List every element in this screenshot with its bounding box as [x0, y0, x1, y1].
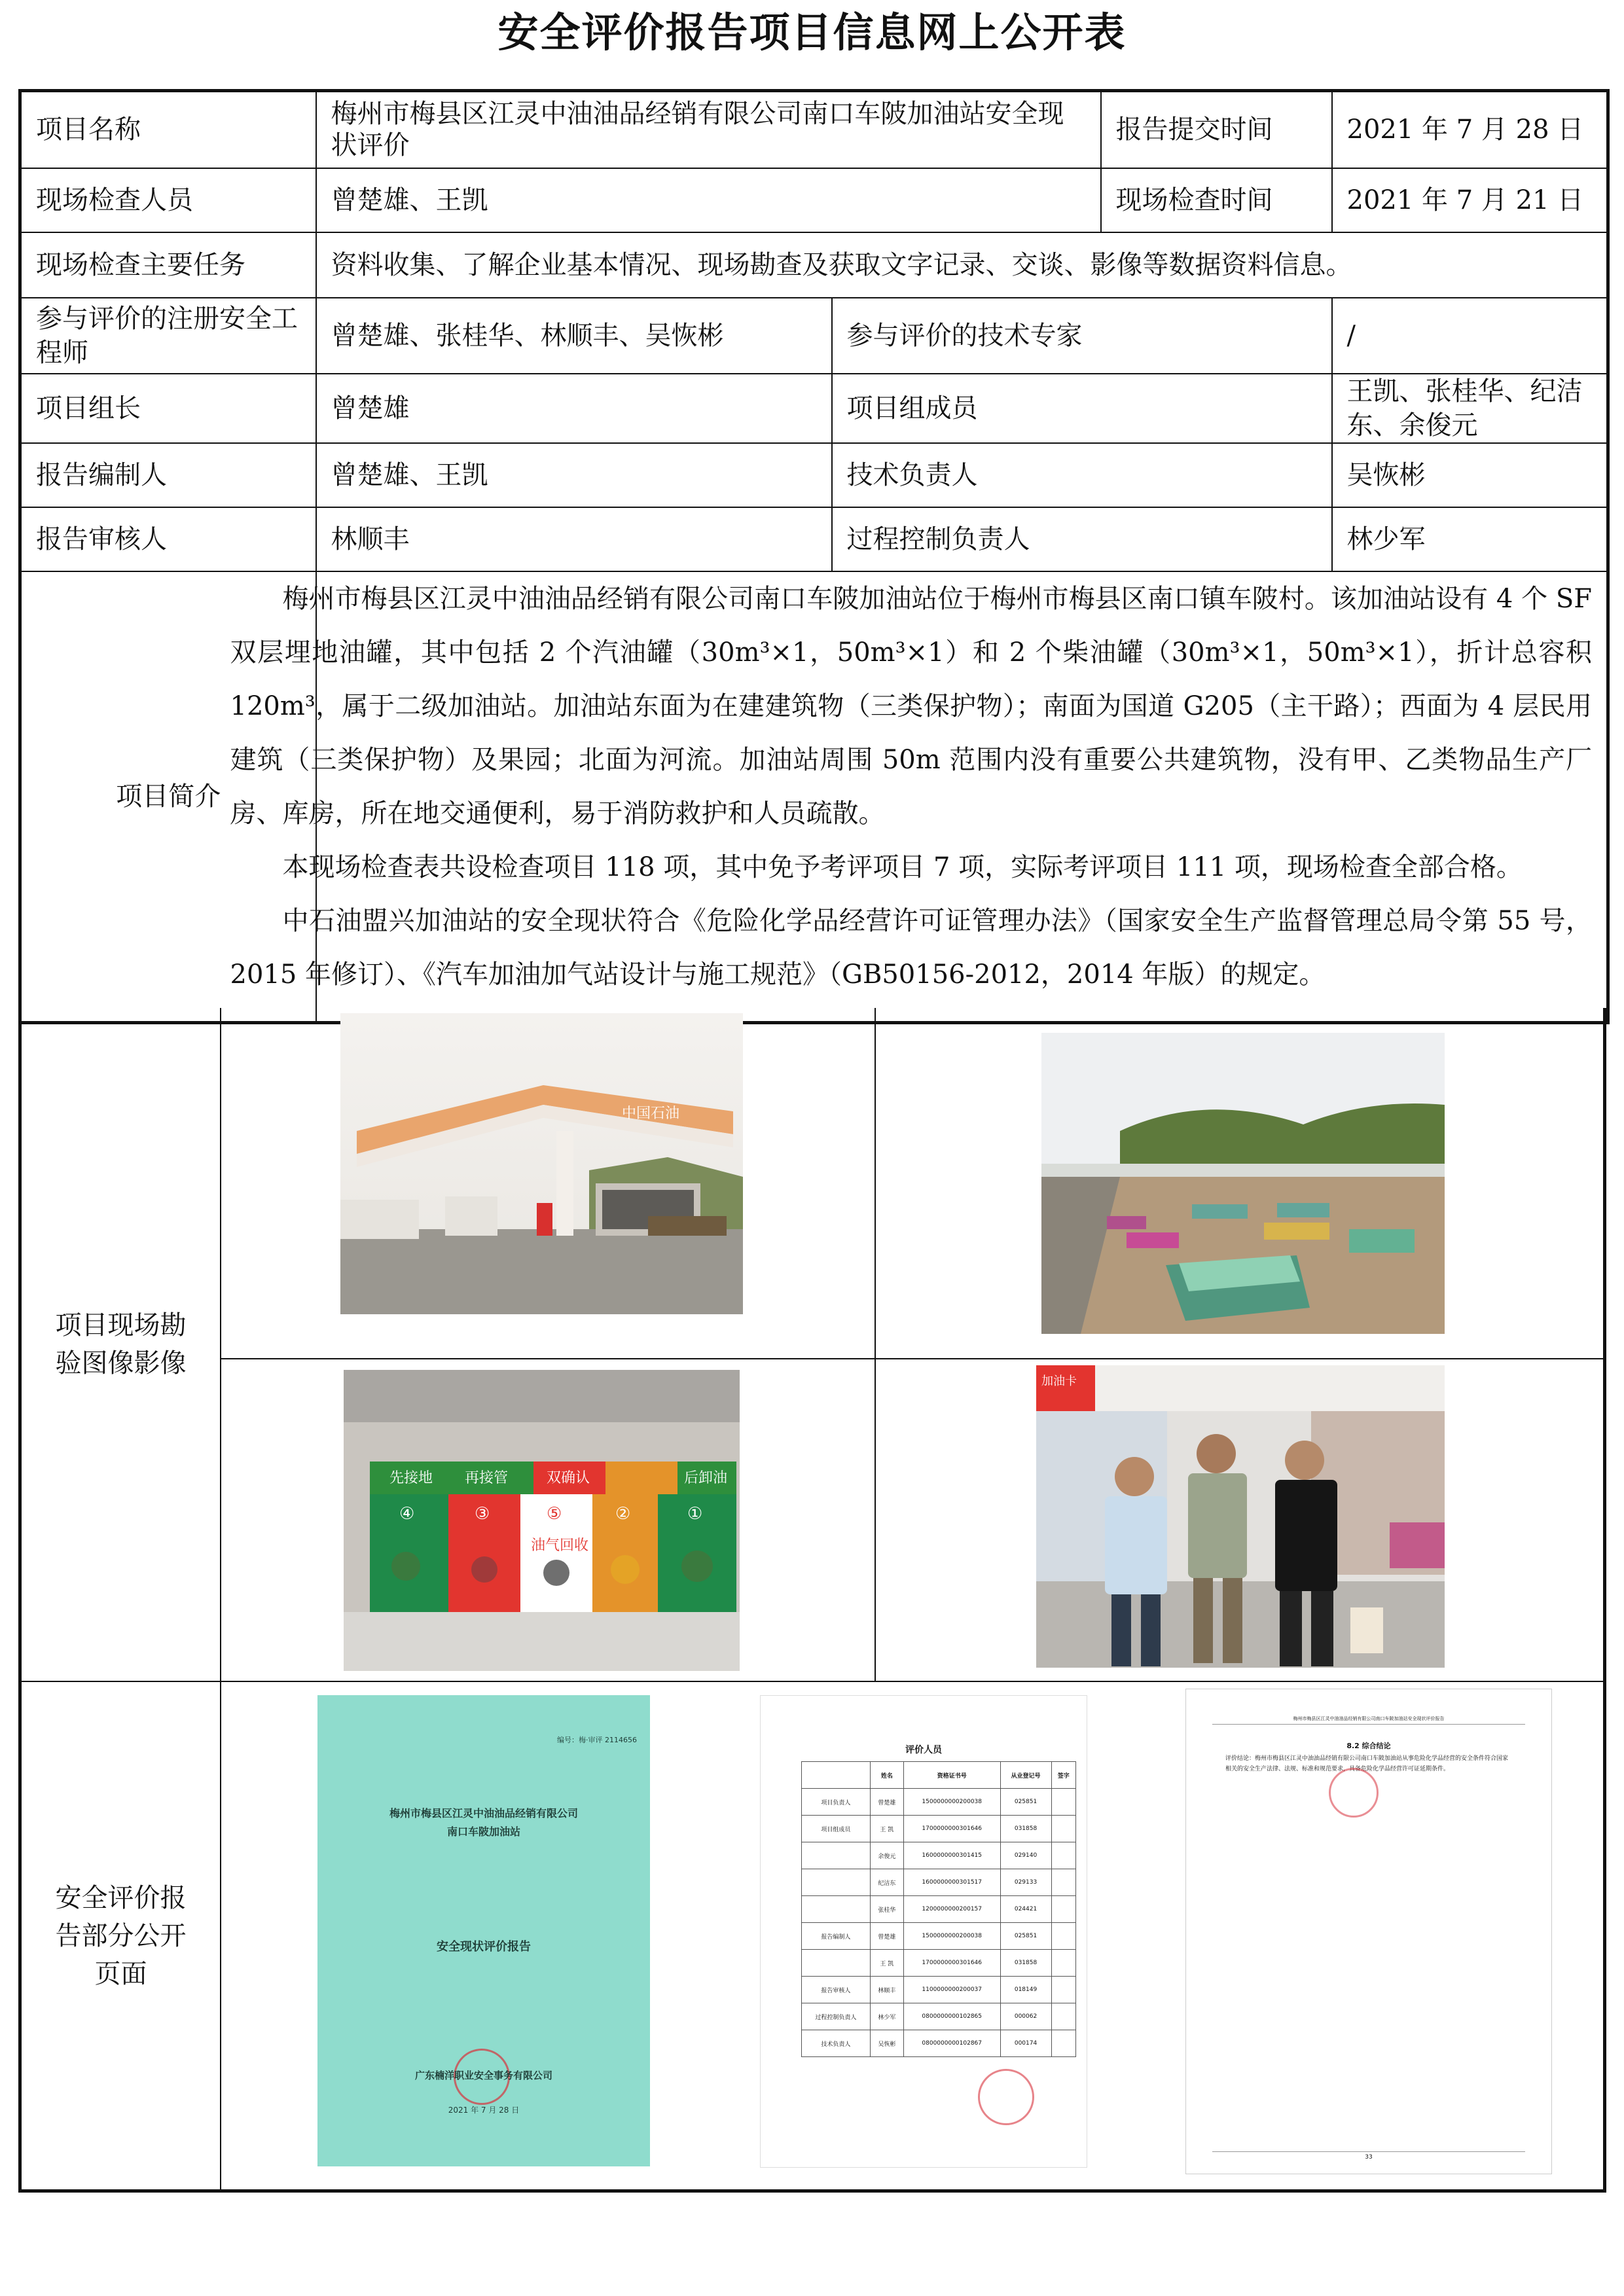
pump-tag-2: ② — [615, 1504, 631, 1524]
staff-cell — [1051, 1789, 1076, 1816]
engineers-label: 参与评价的注册安全工程师 — [20, 298, 316, 374]
photo-pumps — [344, 1370, 740, 1671]
report-cover — [317, 1695, 650, 2166]
info-table — [18, 89, 1610, 1024]
staff-cell: 王 凯 — [870, 1950, 903, 1977]
staff-seal — [978, 2069, 1034, 2125]
staff-cell: 1200000000200157 — [903, 1896, 1000, 1923]
staff-cell — [802, 1896, 871, 1923]
photos-label-cell — [22, 1008, 221, 1681]
staff-cell — [1051, 1923, 1076, 1950]
staff-cell: 029140 — [1000, 1842, 1051, 1869]
staff-header-cell: 签字 — [1051, 1762, 1076, 1789]
staff-cell: 项目组成员 — [802, 1816, 871, 1842]
table-row — [802, 2030, 1076, 2057]
staff-header-cell: 从业登记号 — [1000, 1762, 1051, 1789]
staff-cell — [802, 1869, 871, 1896]
photos-section — [18, 1008, 1606, 1682]
staff-cell — [1051, 2003, 1076, 2030]
photo-office — [1036, 1365, 1445, 1668]
cover-report-title: 安全现状评价报告 — [437, 1940, 531, 1954]
table-row — [802, 1869, 1076, 1896]
table-row — [802, 1896, 1076, 1923]
staff-cell: 王 凯 — [870, 1816, 903, 1842]
process-value: 林少军 — [1332, 507, 1608, 571]
page-title: 安全评价报告项目信息网上公开表 — [497, 9, 1127, 56]
staff-cell: 1600000000301415 — [903, 1842, 1000, 1869]
photos-label-line2: 验图像影像 — [55, 1348, 187, 1378]
pump-banner-4: 后卸油 — [684, 1469, 728, 1486]
staff-header-cell: 资格证书号 — [903, 1762, 1000, 1789]
staff-cell: 林少军 — [870, 2003, 903, 2030]
submit-time-value: 2021 年 7 月 28 日 — [1332, 91, 1608, 168]
pump-banner-2: 再接管 — [465, 1469, 509, 1486]
engineers-value: 曾楚雄、张桂华、林顺丰、吴恢彬 — [316, 298, 832, 374]
concl-page-number: 33 — [1212, 2151, 1525, 2161]
members-label: 项目组成员 — [832, 374, 1332, 443]
intro-label: 项目简介 — [20, 571, 316, 1023]
intro-paragraph-3: 中石油盟兴加油站的安全现状符合《危险化学品经营许可证管理办法》（国家安全生产监督管理总局令第 55 号，2015 年修订）、《汽车加油加气站设计与施工规范》（GB50156-2012，2014 年版）的规定。 — [230, 905, 1593, 990]
staff-cell: 项目负责人 — [802, 1789, 871, 1816]
staff-cell: 029133 — [1000, 1869, 1051, 1896]
table-row — [802, 1977, 1076, 2003]
cover-number: 编号：梅·审评 2114656 — [557, 1736, 637, 1744]
cover-agency: 广东楠洋职业安全事务有限公司 — [414, 2070, 552, 2081]
table-row — [802, 1950, 1076, 1977]
docs-label-cell — [22, 1682, 221, 2189]
docs-section — [18, 1682, 1606, 2193]
report-conclusion-page — [1185, 1689, 1552, 2174]
staff-cell — [1051, 1950, 1076, 1977]
docs-label-line3: 页面 — [94, 1958, 147, 1989]
intro-body — [230, 571, 1608, 1023]
report-staff-page — [760, 1695, 1087, 2168]
staff-cell: 025851 — [1000, 1923, 1051, 1950]
staff-cell — [802, 1950, 871, 1977]
author-value: 曾楚雄、王凯 — [316, 443, 832, 507]
staff-cell: 031858 — [1000, 1950, 1051, 1977]
staff-table — [801, 1761, 1076, 2057]
docs-label-line1: 安全评价报 — [55, 1882, 187, 1913]
inspectors-label: 现场检查人员 — [20, 168, 316, 232]
experts-value: / — [1332, 298, 1608, 374]
staff-cell: 曾楚雄 — [870, 1789, 903, 1816]
process-label: 过程控制负责人 — [832, 507, 1332, 571]
tech-value: 吴恢彬 — [1332, 443, 1608, 507]
intro-paragraph-1: 梅州市梅县区江灵中油油品经销有限公司南口车陂加油站位于梅州市梅县区南口镇车陂村。该加油站设有 4 个 SF 双层埋地油罐，其中包括 2 个汽油罐（30m³×1，50m³×1）和 2 个柴油罐（30m³×1，50m³×1），折计总容积 120m³，属于二级加油站。加油站东面为在建建筑物（三类保护物）；南面为国道 G205（主干路）；西面为 4 层民用建筑（三类保护物）及果园；北面为河流。加油站周围 50m 范围内没有重要公共建筑物，没有甲、乙类物品生产厂房、库房，所在地交通便利，易于消防救护和人员疏散。 — [230, 583, 1593, 829]
staff-cell: 000062 — [1000, 2003, 1051, 2030]
staff-cell: 余俊元 — [870, 1842, 903, 1869]
staff-cell: 018149 — [1000, 1977, 1051, 2003]
pump-tag-1: ① — [687, 1504, 703, 1524]
staff-cell: 0800000000102867 — [903, 2030, 1000, 2057]
docs-label-line2: 告部分公开 — [55, 1920, 187, 1951]
table-row — [802, 1789, 1076, 1816]
staff-cell: 林顺丰 — [870, 1977, 903, 2003]
office-sign-text: 加油卡 — [1041, 1374, 1077, 1388]
staff-cell: 张桂华 — [870, 1896, 903, 1923]
pump-tag-3: ③ — [475, 1504, 490, 1524]
pump-tag-4: ④ — [399, 1504, 415, 1524]
staff-cell: 1700000000301646 — [903, 1950, 1000, 1977]
staff-cell — [1051, 1977, 1076, 2003]
tech-label: 技术负责人 — [832, 443, 1332, 507]
staff-cell — [1051, 1842, 1076, 1869]
staff-cell: 过程控制负责人 — [802, 2003, 871, 2030]
tasks-value: 资料收集、了解企业基本情况、现场勘查及获取文字记录、交谈、影像等数据资料信息。 — [316, 232, 1608, 298]
members-value: 王凯、张桂华、纪洁东、余俊元 — [1332, 374, 1608, 443]
project-name-value: 梅州市梅县区江灵中油油品经销有限公司南口车陂加油站安全现状评价 — [316, 91, 1101, 168]
staff-cell — [1051, 2030, 1076, 2057]
table-row — [802, 1923, 1076, 1950]
pump-banner-3: 双确认 — [547, 1469, 590, 1486]
staff-cell: 曾楚雄 — [870, 1923, 903, 1950]
project-name-label: 项目名称 — [20, 91, 316, 168]
experts-label: 参与评价的技术专家 — [832, 298, 1332, 374]
staff-header-row — [802, 1762, 1076, 1789]
leader-label: 项目组长 — [20, 374, 316, 443]
tasks-label: 现场检查主要任务 — [20, 232, 316, 298]
author-label: 报告编制人 — [20, 443, 316, 507]
concl-text: 评价结论：梅州市梅县区江灵中油油品经销有限公司南口车陂加油站从事危险化学品经营的安全条件符合国家相关的安全生产法律、法规、标准和规范要求，具备危险化学品经营许可证延期条件。 — [1225, 1755, 1509, 1772]
staff-cell: 1500000000200038 — [903, 1923, 1000, 1950]
staff-header-cell: 姓名 — [870, 1762, 903, 1789]
staff-cell — [802, 1842, 871, 1869]
leader-value: 曾楚雄 — [316, 374, 832, 443]
pump-recovery-text: 油气回收 — [531, 1537, 589, 1553]
staff-cell: 024421 — [1000, 1896, 1051, 1923]
photo-canopy — [340, 1013, 743, 1314]
staff-cell: 0800000000102865 — [903, 2003, 1000, 2030]
canopy-brand-text: 中国石油 — [622, 1105, 680, 1121]
staff-cell: 技术负责人 — [802, 2030, 871, 2057]
concl-header: 梅州市梅县区江灵中油油品经销有限公司南口车陂加油站安全现状评价报告 — [1212, 1715, 1525, 1725]
photo-tank-area — [1041, 1033, 1445, 1334]
staff-cell: 报告编制人 — [802, 1923, 871, 1950]
concl-seal — [1329, 1768, 1379, 1818]
photos-label-line1: 项目现场勘 — [55, 1310, 187, 1340]
staff-cell: 000174 — [1000, 2030, 1051, 2057]
pump-banner-1: 先接地 — [389, 1469, 433, 1486]
staff-cell: 1600000000301517 — [903, 1869, 1000, 1896]
intro-paragraph-2: 本现场检查表共设检查项目 118 项，其中免予考评项目 7 项，实际考评项目 111 项，现场检查全部合格。 — [282, 852, 1523, 882]
table-row — [802, 1816, 1076, 1842]
cover-company: 梅州市梅县区江灵中油油品经销有限公司 — [389, 1807, 578, 1820]
submit-time-label: 报告提交时间 — [1101, 91, 1332, 168]
staff-title: 评价人员 — [905, 1745, 942, 1755]
inspect-time-label: 现场检查时间 — [1101, 168, 1332, 232]
staff-cell: 1500000000200038 — [903, 1789, 1000, 1816]
staff-cell: 1100000000200037 — [903, 1977, 1000, 2003]
cover-station: 南口车陂加油站 — [446, 1825, 520, 1838]
concl-title: 8.2 综合结论 — [1346, 1742, 1391, 1750]
staff-cell: 1700000000301646 — [903, 1816, 1000, 1842]
staff-cell — [1051, 1896, 1076, 1923]
reviewer-label: 报告审核人 — [20, 507, 316, 571]
inspectors-value: 曾楚雄、王凯 — [316, 168, 1101, 232]
table-row — [802, 2003, 1076, 2030]
staff-cell: 025851 — [1000, 1789, 1051, 1816]
staff-cell: 报告审核人 — [802, 1977, 871, 2003]
cover-date: 2021 年 7 月 28 日 — [448, 2106, 520, 2115]
staff-header-cell — [802, 1762, 871, 1789]
staff-cell: 031858 — [1000, 1816, 1051, 1842]
staff-cell: 吴恢彬 — [870, 2030, 903, 2057]
staff-cell — [1051, 1816, 1076, 1842]
table-row — [802, 1842, 1076, 1869]
reviewer-value: 林顺丰 — [316, 507, 832, 571]
staff-cell: 纪洁东 — [870, 1869, 903, 1896]
pump-tag-5: ⑤ — [547, 1504, 562, 1524]
staff-cell — [1051, 1869, 1076, 1896]
inspect-time-value: 2021 年 7 月 21 日 — [1332, 168, 1608, 232]
